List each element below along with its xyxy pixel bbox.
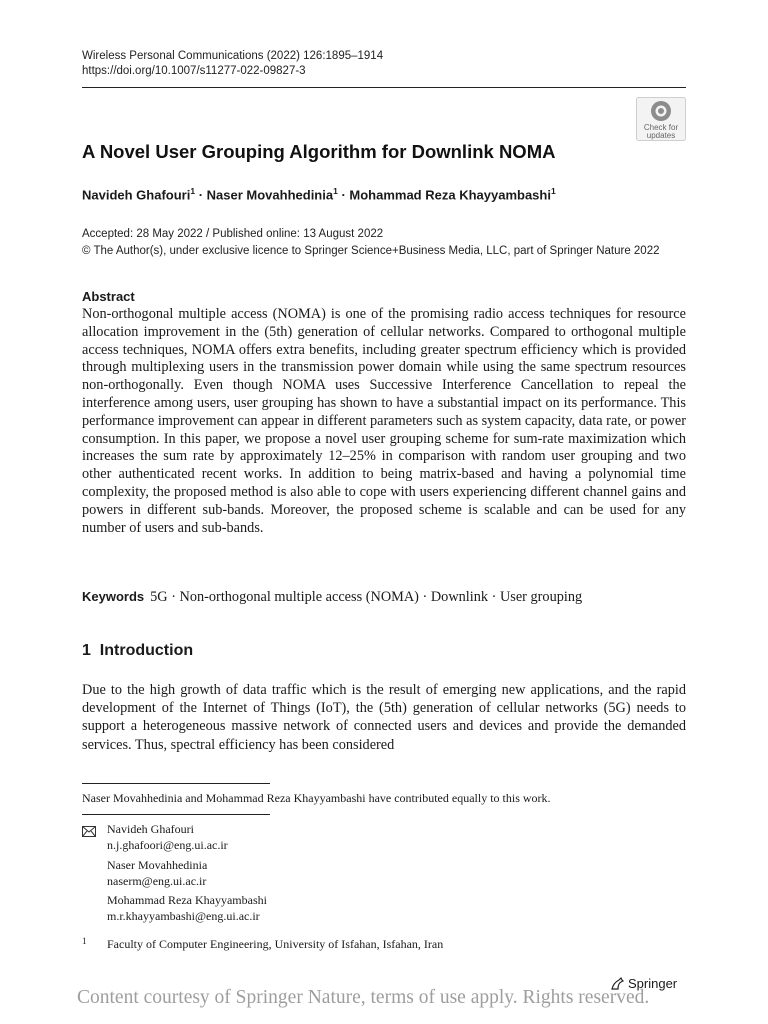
abstract-text: Non-orthogonal multiple access (NOMA) is one of the promising radio access techniques for resource allocation improvement in the (5th) generation of cellular networks. Compared to orthogonal multiple access techniques, NOMA offers extra benefits, including greater spectrum efficiency which is provided through multiplexing users in the transmission power domain while using the same spectrum resources non-orthogonally. Even though NOMA uses Successive Interference Cancellation to repeal the interference among users, user grouping has shown to have a substantial impact on its performance. This performance improvement can appear in different parameters such as system capacity, data rate, or power consumption. In this paper, we propose a novel user grouping scheme for sum-rate maximization which increases the sum rate by approximately 12–25% in comparison with random user grouping and two other authenticated recent works. In addition to being matrix-based and having a polynomial time complexity, the proposed method is also able to cope with users experiencing different channel gains and powers in different sub-bands. Moreover, the proposed scheme is scalable and can be used for any number of users and sub-bands. [82,306,686,536]
introduction-text: Due to the high growth of data traffic which is the result of emerging new applications, and the rapid development of the Internet of Things (IoT), the (5th) generation of cellular networks (5G) needs to support a heterogeneous massive network of connected users and devices and provide the demanded services. Thus, spectral efficiency has been considered [82,682,686,753]
contact-name: Mohammad Reza Khayyambashi [107,893,267,907]
author-affil: 1 [333,186,338,196]
footnote-rule [82,783,270,784]
contact-entry [107,893,267,924]
author-separator: · [337,187,350,203]
contact-name: Naser Movahhedinia [107,858,208,872]
journal-header [82,49,383,79]
section-number: 1 [82,642,91,659]
keywords-label: Keywords [82,589,145,604]
publication-dates: Accepted: 28 May 2022 / Published online: 13 August 2022 [82,228,384,240]
doi-link[interactable]: https://doi.org/10.1007/s11277-022-09827-3 [82,65,306,77]
header-rule [82,87,686,88]
contact-email[interactable]: m.r.khayyambashi@eng.ui.ac.ir [107,908,260,923]
check-for-updates-badge[interactable] [636,97,686,141]
paper-title: A Novel User Grouping Algorithm for Downlink NOMA [82,141,556,162]
badge-text-1: Check for [643,123,679,132]
affiliation-number: 1 [82,936,87,946]
author-name[interactable]: Mohammad Reza Khayyambashi [349,187,551,203]
publisher-name: Springer [628,975,678,991]
author-affil: 1 [550,186,556,196]
publication-info [82,226,660,260]
contact-entry [107,822,228,853]
courtesy-watermark: Content courtesy of Springer Nature, terms of use apply. Rights reserved. [77,987,650,1008]
keywords [82,589,582,606]
author-separator: · [195,187,207,203]
footnote-rule [82,814,270,815]
email-icon [82,824,96,835]
copyright-notice: © The Author(s), under exclusive licence to Springer Science+Business Media, LLC, part of Springer Nature 2022 [82,245,660,257]
badge-text-2: updates [646,131,676,140]
keywords-list: 5G · Non-orthogonal multiple access (NOMA) · Downlink · User grouping [150,589,583,605]
author-name[interactable]: Navideh Ghafouri [82,187,191,203]
author-name[interactable]: Naser Movahhedinia [206,187,334,203]
section-title: Introduction [99,642,194,659]
journal-citation: Wireless Personal Communications (2022) 126:1895–1914 [82,50,384,62]
section-heading [82,642,193,660]
contact-email[interactable]: n.j.ghafoori@eng.ui.ac.ir [107,837,228,852]
contact-email[interactable]: naserm@eng.ui.ac.ir [107,873,207,888]
author-list [82,186,556,202]
author-affil: 1 [190,186,196,196]
contact-name: Navideh Ghafouri [107,822,194,836]
abstract-heading: Abstract [82,289,135,304]
affiliation-text: Faculty of Computer Engineering, University of Isfahan, Isfahan, Iran [107,937,444,951]
footnote: Naser Movahhedinia and Mohammad Reza Khayyambashi have contributed equally to this work. [82,791,551,805]
contact-entry [107,858,207,889]
